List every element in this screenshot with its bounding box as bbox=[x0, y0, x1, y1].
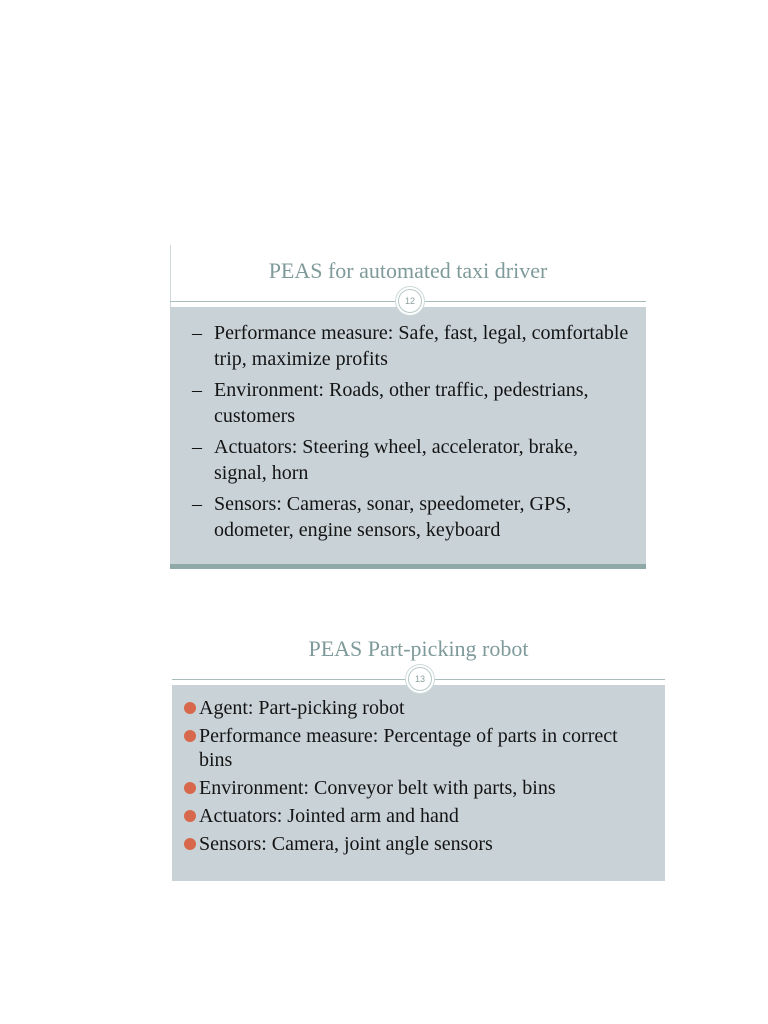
slide-12 bbox=[170, 245, 646, 570]
list-item: – Performance measure: Safe, fast, legal, comfortable trip, maximize profits bbox=[192, 322, 629, 370]
bullet-list bbox=[184, 696, 654, 860]
slide-bottom-rule bbox=[170, 564, 646, 569]
bullet-list bbox=[192, 320, 632, 548]
bullet-dot-icon bbox=[184, 810, 196, 822]
dash-bullet-icon: – bbox=[192, 493, 202, 515]
dash-bullet-icon: – bbox=[192, 322, 202, 344]
slide-title: PEAS for automated taxi driver bbox=[268, 258, 548, 283]
list-item: Actuators: Jointed arm and hand bbox=[184, 804, 654, 828]
bullet-dot-icon bbox=[184, 838, 196, 850]
bullet-dot-icon bbox=[184, 730, 196, 742]
dash-bullet-icon: – bbox=[192, 436, 202, 458]
list-item: Agent: Part-picking robot bbox=[184, 696, 654, 720]
page-number-badge: 12 bbox=[398, 289, 422, 313]
bullet-dot-icon bbox=[184, 702, 196, 714]
bullet-dot-icon bbox=[184, 782, 196, 794]
list-item: – Actuators: Steering wheel, accelerator, brake, signal, horn bbox=[192, 436, 579, 484]
dash-bullet-icon: – bbox=[192, 379, 202, 401]
list-item: Sensors: Camera, joint angle sensors bbox=[184, 832, 654, 856]
page-number-badge: 13 bbox=[408, 667, 432, 691]
slide-title: PEAS Part-picking robot bbox=[308, 636, 529, 661]
list-item: Environment: Conveyor belt with parts, bins bbox=[184, 776, 654, 800]
list-item: – Environment: Roads, other traffic, pedestrians, customers bbox=[192, 379, 589, 427]
list-item: Performance measure: Percentage of parts in correct bins bbox=[184, 724, 654, 772]
slide-13 bbox=[172, 625, 665, 885]
list-item: – Sensors: Cameras, sonar, speedometer, GPS, odometer, engine sensors, keyboard bbox=[192, 493, 572, 541]
